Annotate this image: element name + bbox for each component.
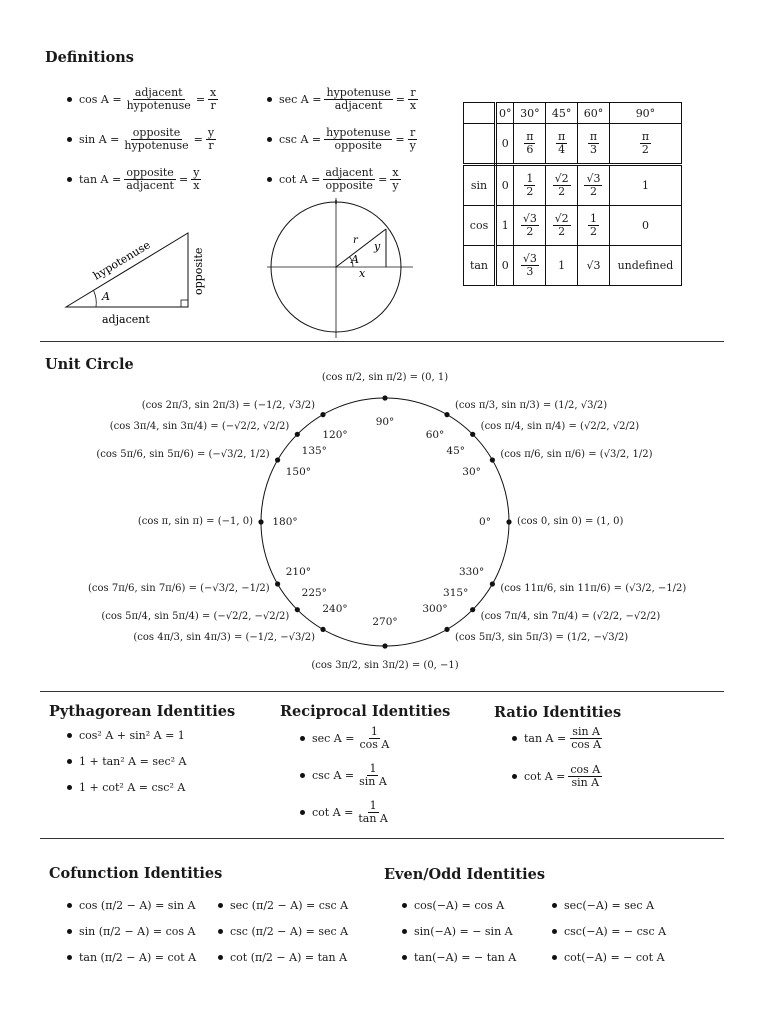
reciprocal-identity: [300, 763, 392, 788]
def-lhs: csc A =: [279, 132, 322, 146]
cofunction-heading: Cofunction Identities: [49, 865, 223, 882]
table-header: 60°: [578, 103, 610, 124]
bullet: [552, 929, 557, 934]
table-row-label: cos: [464, 206, 496, 246]
cell-numerator: 1: [589, 212, 597, 226]
identity-text: sin (π/2 − A) = cos A: [79, 925, 196, 938]
def-num2: x: [210, 86, 217, 99]
coordinate-label: (cos 5π/6, sin 5π/6) = (−√3/2, 1/2): [96, 449, 270, 460]
ratio-identity: [512, 764, 605, 789]
angle-label: 225°: [301, 586, 327, 599]
table-header: 45°: [546, 103, 578, 124]
cell-numerator: π: [641, 130, 650, 144]
triangle-hypotenuse-label: hypotenuse: [90, 238, 153, 283]
coordinate-label: (cos 5π/4, sin 5π/4) = (−√2/2, −√2/2): [101, 610, 290, 622]
def-lhs: cot A =: [279, 172, 321, 186]
cell-numerator: √3: [522, 212, 537, 226]
def-num: opposite: [132, 126, 181, 139]
def-eq: =: [193, 132, 203, 146]
coordinate-label: (cos π/2, sin π/2) = (0, 1): [321, 372, 449, 383]
identity-num: 1: [370, 725, 378, 738]
identity-text: cot(−A) = − cot A: [564, 951, 665, 964]
identity-den: sin A: [359, 774, 387, 788]
unit-circle-point: [506, 519, 511, 524]
angle-label: 180°: [272, 515, 298, 528]
table-cell: 1: [609, 165, 681, 206]
table-cell: √3: [578, 246, 610, 286]
identity-text: tan(−A) = − tan A: [414, 951, 517, 964]
angle-label: 315°: [443, 586, 469, 599]
def-num: adjacent: [325, 166, 374, 179]
bullet: [218, 903, 223, 908]
cell-denominator: 2: [558, 225, 566, 238]
coordinate-label: (cos π/4, sin π/4) = (√2/2, √2/2): [480, 421, 640, 433]
table-cell: 1: [496, 206, 514, 246]
def-den2: x: [409, 98, 417, 112]
def-den2: y: [409, 138, 416, 152]
cell-numerator: √2: [554, 172, 569, 186]
unit-circle-point: [320, 412, 325, 417]
bullet: [300, 810, 305, 815]
identity-lhs: tan A =: [524, 731, 567, 745]
cell-numerator: π: [526, 130, 534, 144]
identity-den: sin A: [571, 775, 600, 789]
angle-label: 240°: [322, 602, 348, 615]
coordinate-label: (cos π, sin π) = (−1, 0): [137, 516, 253, 527]
table-cell: 1: [546, 246, 578, 286]
def-den2: x: [193, 178, 200, 192]
unit-circle-point: [295, 607, 300, 612]
bullet: [67, 785, 72, 790]
identity-text: sec (π/2 − A) = csc A: [230, 899, 349, 912]
coordinate-label: (cos π/3, sin π/3) = (1/2, √3/2): [455, 399, 608, 411]
angle-label: 135°: [301, 445, 327, 458]
bullet: [402, 903, 407, 908]
coordinate-label: (cos 7π/4, sin 7π/4) = (√2/2, −√2/2): [480, 610, 661, 622]
even-odd-identity: [552, 925, 666, 938]
bullet: [552, 903, 557, 908]
def-lhs: sin A =: [79, 132, 120, 146]
def-den2: r: [208, 138, 214, 152]
identity-text: csc(−A) = − csc A: [564, 925, 667, 938]
circle-r-label: r: [353, 235, 358, 246]
identity-text: cos(−A) = cos A: [414, 899, 505, 912]
def-den: hypotenuse: [124, 138, 189, 152]
angle-label: 210°: [285, 565, 312, 578]
even-odd-identity: [552, 951, 665, 964]
def-num: opposite: [126, 166, 174, 179]
bullet: [552, 955, 557, 960]
unit-circle-point: [444, 412, 449, 417]
even-odd-identity: [552, 899, 654, 912]
def-den2: y: [392, 178, 399, 192]
bullet: [67, 955, 72, 960]
bullet: [300, 736, 305, 741]
table-cell: 0: [496, 165, 514, 206]
def-lhs: tan A =: [79, 172, 122, 186]
identity-text: tan (π/2 − A) = cot A: [79, 951, 197, 964]
cell-numerator: π: [558, 130, 566, 144]
cofunction-identity: [218, 899, 348, 912]
def-num2: r: [410, 86, 416, 99]
pythagorean-identity: [67, 729, 185, 742]
cofunction-identity: [67, 899, 196, 912]
def-eq: =: [195, 92, 206, 106]
ratio-identity: [512, 726, 606, 751]
reciprocal-identity: [300, 726, 394, 751]
def-den: adjacent: [126, 178, 174, 192]
angle-label: 45°: [446, 445, 466, 458]
identity-den: tan A: [358, 811, 388, 825]
angle-label: 270°: [372, 615, 398, 628]
identity-num: cos A: [570, 763, 601, 776]
identity-text: 1 + tan² A = sec² A: [79, 755, 187, 768]
def-den2: r: [210, 98, 216, 112]
def-eq: =: [395, 132, 405, 146]
identity-num: 1: [369, 762, 377, 775]
angle-label: 30°: [462, 465, 481, 478]
def-num2: y: [193, 166, 200, 179]
identity-den: cos A: [571, 737, 602, 751]
coordinate-label: (cos 3π/4, sin 3π/4) = (−√2/2, √2/2): [109, 421, 290, 433]
def-num: adjacent: [134, 86, 183, 99]
cell-denominator: 2: [589, 225, 597, 238]
identity-lhs: csc A =: [312, 768, 355, 782]
bullet: [67, 929, 72, 934]
circle-x-label: x: [359, 267, 366, 280]
cell-denominator: 4: [558, 143, 566, 156]
table-row-label: sin: [464, 165, 496, 206]
cofunction-identity: [218, 951, 347, 964]
even-odd-identity: [402, 951, 516, 964]
angle-label: 60°: [425, 429, 445, 442]
cofunction-identity: [218, 925, 348, 938]
identity-text: 1 + cot² A = csc² A: [79, 781, 186, 794]
table-cell: undefined: [609, 246, 681, 286]
coordinate-label: (cos 2π/3, sin 2π/3) = (−1/2, √3/2): [141, 399, 315, 411]
def-lhs: sec A =: [279, 92, 322, 106]
bullet: [67, 733, 72, 738]
bullet: [402, 929, 407, 934]
circle-y-label: y: [374, 240, 381, 253]
coordinate-label: (cos 4π/3, sin 4π/3) = (−1/2, −√3/2): [133, 632, 315, 644]
identity-text: cot (π/2 − A) = tan A: [230, 951, 348, 964]
coordinate-label: (cos 7π/6, sin 7π/6) = (−√3/2, −1/2): [88, 583, 270, 594]
identity-text: csc (π/2 − A) = sec A: [230, 925, 349, 938]
angle-label: 330°: [458, 565, 485, 578]
cell-denominator: 2: [558, 185, 566, 198]
table-cell: 0: [496, 246, 514, 286]
cell-denominator: 2: [526, 185, 534, 198]
def-eq: =: [395, 92, 405, 106]
table-header: 30°: [514, 103, 546, 124]
reciprocal-heading: Reciprocal Identities: [280, 703, 451, 720]
circle-angle-label: A: [351, 253, 359, 266]
definitions-heading: Definitions: [45, 49, 134, 66]
unit-circle-point: [490, 581, 495, 586]
pythagorean-identity: [67, 755, 187, 768]
bullet: [218, 955, 223, 960]
cell-numerator: 1: [526, 172, 534, 186]
even-odd-identity: [402, 925, 513, 938]
unit-circle-heading: Unit Circle: [45, 356, 134, 373]
def-num: hypotenuse: [326, 126, 391, 139]
unit-circle-point: [295, 432, 300, 437]
unit-circle-point: [490, 457, 495, 462]
section-divider: [40, 838, 724, 839]
identity-lhs: cot A =: [312, 805, 354, 819]
identity-lhs: cot A =: [524, 769, 566, 783]
table-header: 0°: [496, 103, 514, 124]
cell-numerator: π: [589, 130, 598, 144]
cell-denominator: 3: [526, 265, 534, 278]
pythagorean-identity: [67, 781, 185, 794]
reciprocal-identity: [300, 800, 393, 825]
identity-text: sin(−A) = − sin A: [414, 925, 513, 938]
coordinate-label: (cos 5π/3, sin 5π/3) = (1/2, −√3/2): [455, 632, 629, 644]
coordinate-label: (cos 3π/2, sin 3π/2) = (0, −1): [311, 660, 459, 671]
even-odd-identity: [402, 899, 504, 912]
bullet: [512, 774, 517, 779]
table-row-label: tan: [464, 246, 496, 286]
triangle-angle-label: A: [102, 290, 110, 303]
coordinate-label: (cos π/6, sin π/6) = (√3/2, 1/2): [500, 449, 653, 460]
unit-circle-point: [470, 432, 475, 437]
def-eq: =: [378, 172, 388, 186]
unit-circle-point: [320, 627, 325, 632]
def-num2: r: [410, 126, 416, 139]
cell-denominator: 2: [526, 225, 534, 238]
ratio-heading: Ratio Identities: [494, 704, 622, 721]
unit-circle-point: [382, 395, 387, 400]
def-num2: x: [392, 166, 399, 179]
triangle-opposite-label: opposite: [192, 247, 205, 295]
unit-circle-point: [258, 519, 263, 524]
table-header: 90°: [609, 103, 681, 124]
bullet: [67, 759, 72, 764]
identity-text: cos (π/2 − A) = sin A: [79, 899, 196, 912]
unit-circle-point: [275, 457, 280, 462]
unit-circle-point: [444, 627, 449, 632]
identity-lhs: sec A =: [312, 731, 355, 745]
identity-text: cos² A + sin² A = 1: [79, 729, 185, 742]
def-den: opposite: [334, 138, 382, 152]
angle-label: 300°: [422, 602, 448, 615]
unit-circle-point: [470, 607, 475, 612]
def-num: hypotenuse: [326, 86, 391, 99]
angle-label: 120°: [322, 429, 348, 442]
def-den: hypotenuse: [126, 98, 191, 112]
angle-label: 90°: [375, 415, 395, 428]
def-lhs: cos A =: [79, 92, 122, 106]
cell-denominator: 2: [641, 143, 649, 156]
identity-den: cos A: [359, 737, 390, 751]
coordinate-label: (cos 11π/6, sin 11π/6) = (√3/2, −1/2): [500, 583, 687, 594]
coordinate-label: (cos 0, sin 0) = (1, 0): [517, 516, 624, 527]
angle-label: 150°: [285, 465, 312, 478]
triangle-adjacent-label: adjacent: [102, 313, 150, 326]
unit-circle-point: [275, 581, 280, 586]
cell-numerator: √3: [522, 252, 537, 266]
cell-denominator: 6: [526, 143, 534, 156]
pythagorean-heading: Pythagorean Identities: [49, 703, 236, 720]
def-den: adjacent: [334, 98, 383, 112]
def-num2: y: [207, 126, 215, 139]
unit-circle-point: [382, 643, 387, 648]
def-den: opposite: [325, 178, 373, 192]
cell-denominator: 3: [589, 143, 597, 156]
identity-num: 1: [369, 799, 377, 812]
section-divider: [40, 691, 724, 692]
cell-numerator: √3: [586, 172, 601, 186]
table-cell: 0: [609, 206, 681, 246]
even-odd-heading: Even/Odd Identities: [384, 866, 545, 883]
identity-num: sin A: [572, 725, 600, 738]
cell-denominator: 2: [589, 185, 597, 198]
angle-label: 0°: [479, 515, 491, 528]
cofunction-identity: [67, 951, 196, 964]
bullet: [402, 955, 407, 960]
table-cell: 0: [496, 124, 514, 165]
cell-numerator: √2: [554, 212, 569, 226]
bullet: [512, 736, 517, 741]
def-eq: =: [178, 172, 189, 186]
identity-text: sec(−A) = sec A: [564, 899, 655, 912]
bullet: [67, 903, 72, 908]
bullet: [218, 929, 223, 934]
bullet: [300, 773, 305, 778]
cofunction-identity: [67, 925, 196, 938]
